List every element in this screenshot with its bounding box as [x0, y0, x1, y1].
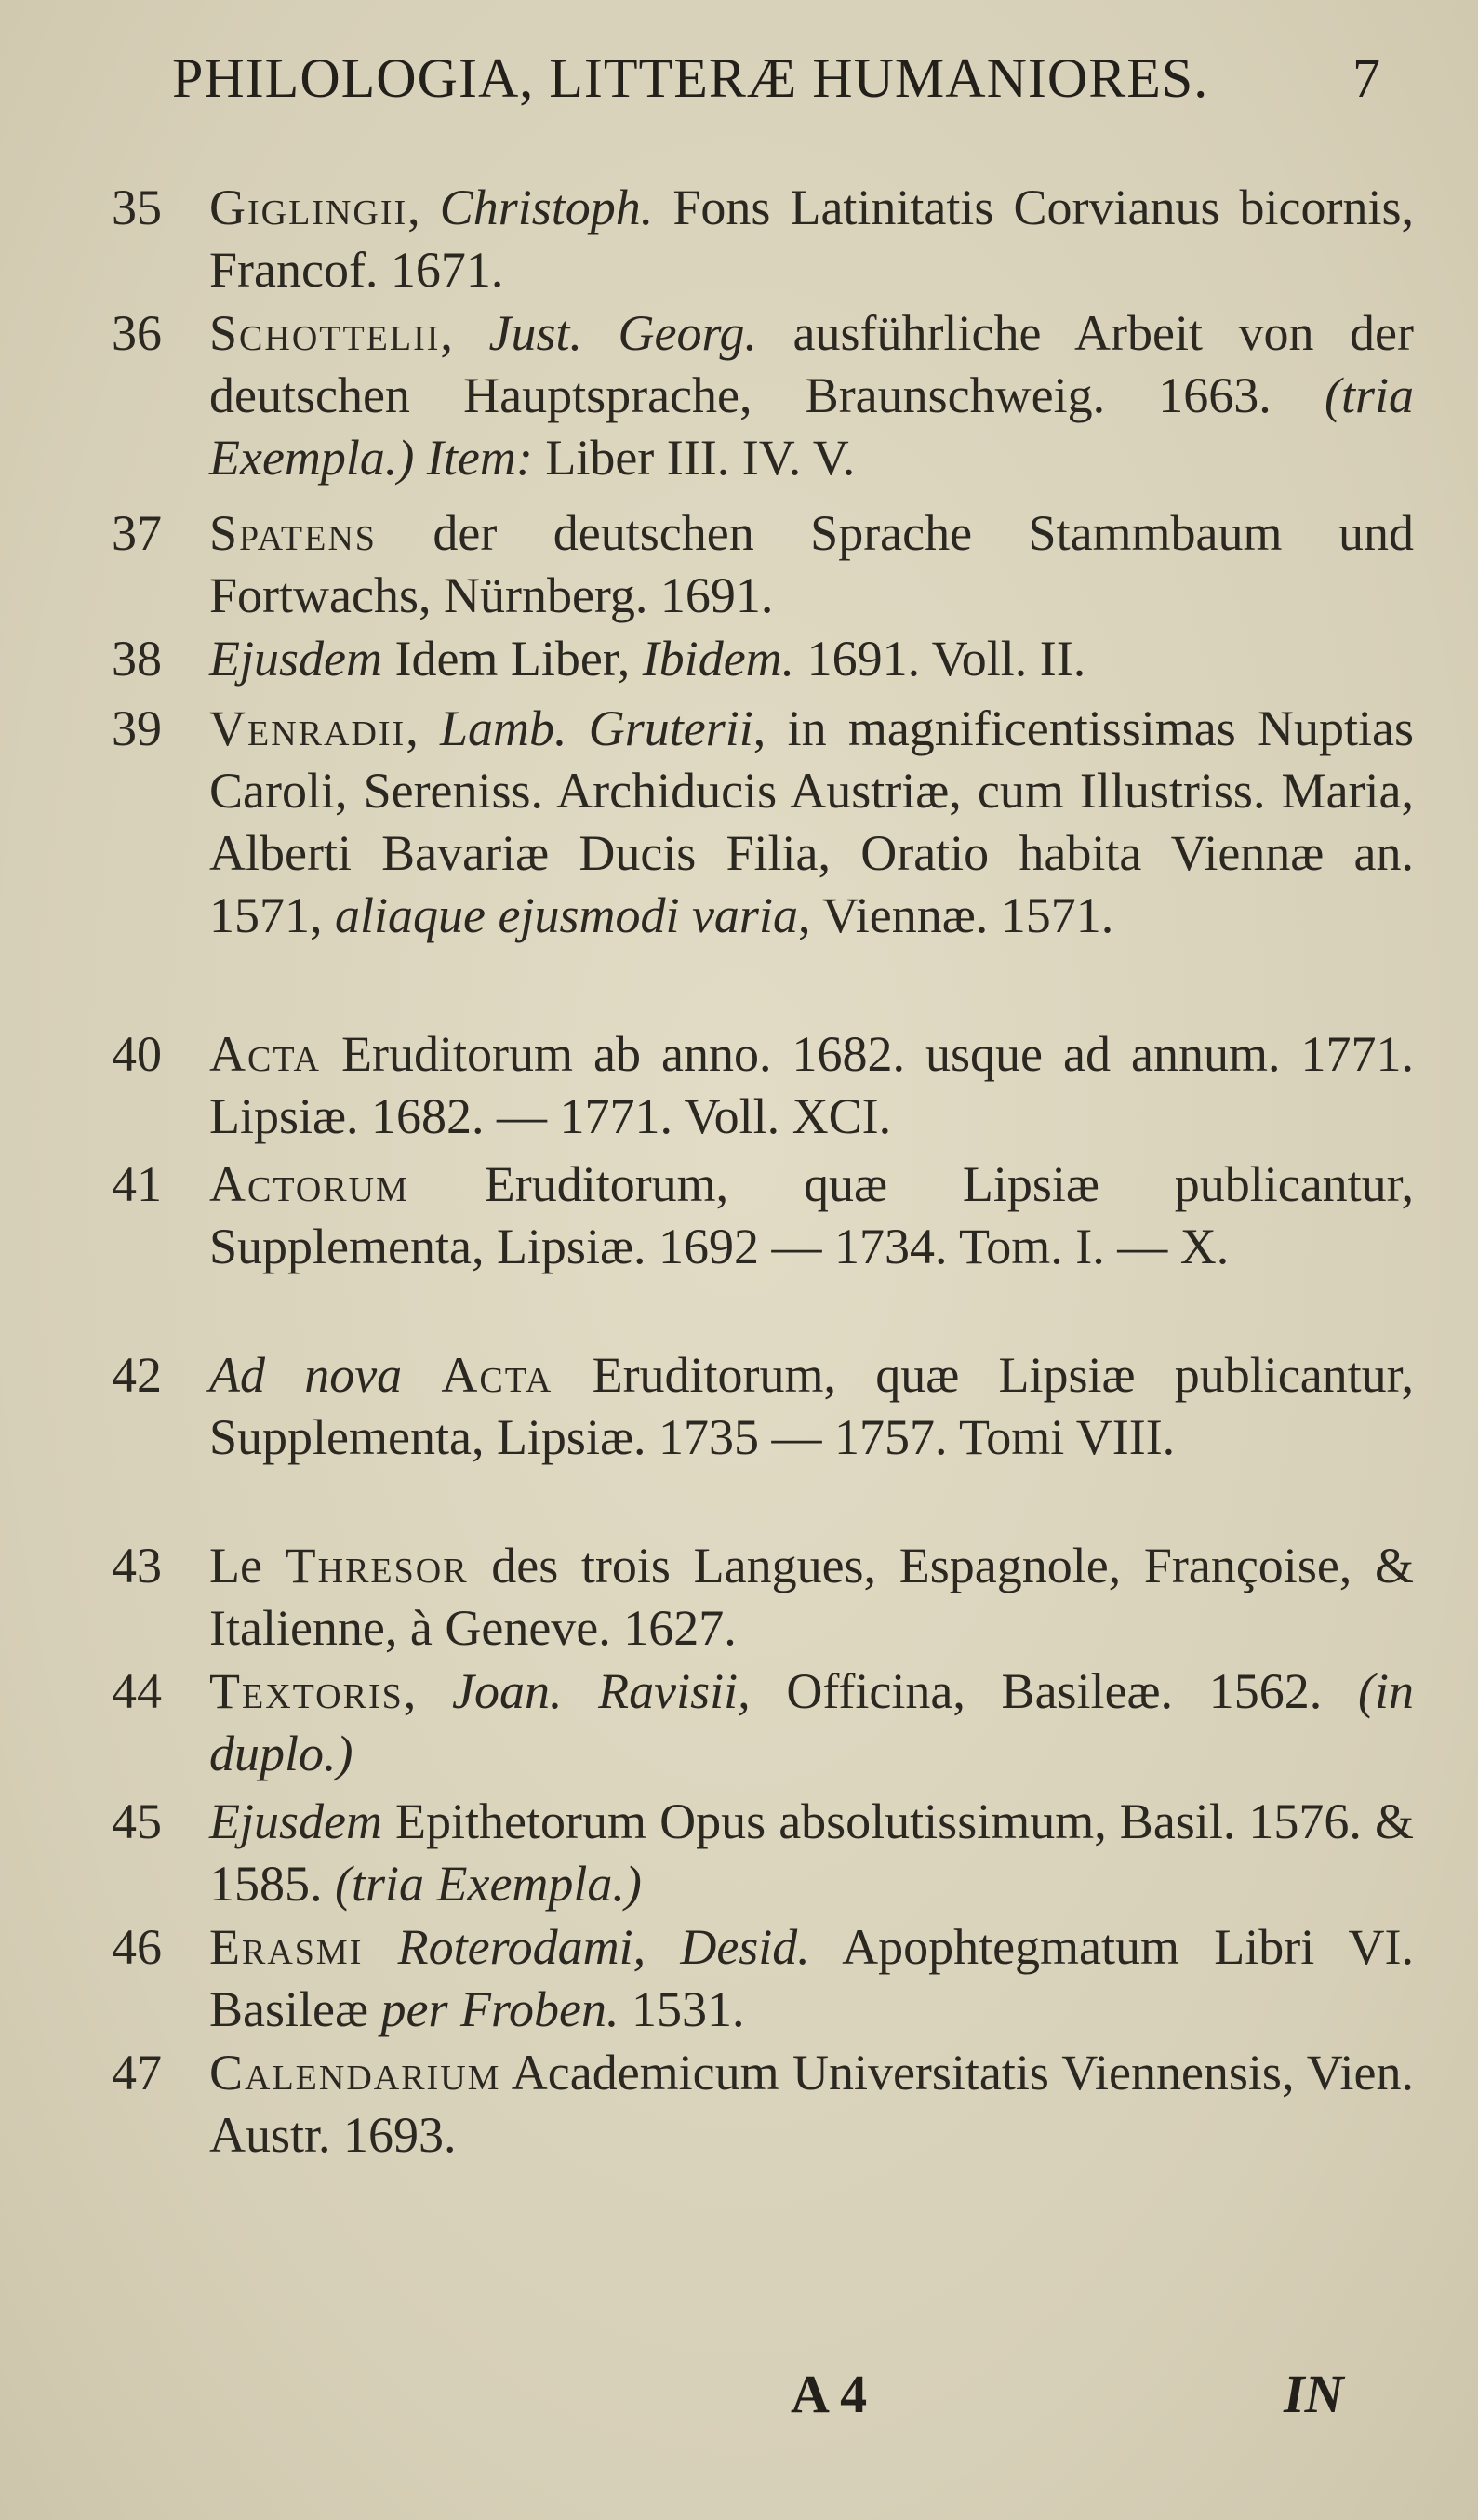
entry-note: Ibidem.: [642, 631, 795, 687]
entry-note: (tria Exempla.) Item:: [209, 367, 1414, 486]
entry-text: der deutschen Sprache Stammbaum und Fortwachs, Nürnberg. 1691.: [209, 505, 1414, 623]
catalog-entry: [112, 1916, 1414, 2041]
entry-note: per Froben.: [380, 1981, 619, 2037]
entry-text: 1531.: [619, 1981, 745, 2037]
catalog-entry: [112, 1791, 1414, 1915]
catalog-entry: [112, 502, 1414, 627]
entry-author: Christoph.: [439, 180, 654, 235]
entry-author: Roterodami, Desid.: [397, 1919, 810, 1975]
entry-text: Epithetorum Opus absolutissimum, Basil. 1576. & 1585.: [209, 1793, 1414, 1912]
entry-note: aliaque ejusmodi varia: [335, 887, 798, 943]
entry-number: 45: [112, 1793, 162, 1849]
entry-number: 41: [112, 1156, 162, 1212]
entry-number: 37: [112, 505, 162, 561]
header-title: PHILOLOGIA, LITTERÆ HUMANIORES.: [172, 47, 1209, 109]
entry-text: des trois Langues, Espagnole, Françoise, & Italienne, à Geneve. 1627.: [209, 1538, 1414, 1656]
entry-number: 39: [112, 700, 162, 756]
signature-mark: A 4: [791, 2364, 868, 2424]
entry-name: Thresor: [285, 1538, 469, 1593]
entry-name: Spatens: [209, 505, 377, 561]
entry-text: Eruditorum, quæ Lipsiæ publicantur, Supplementa, Lipsiæ. 1692 — 1734. Tom. I. — X.: [209, 1156, 1414, 1274]
entry-number: 36: [112, 305, 162, 361]
entry-number: 46: [112, 1919, 162, 1975]
entry-text: ,: [440, 305, 489, 361]
entry-text: , in magnificentissimas Nuptias Caroli, Sereniss. Archiducis Austriæ, cum Illustriss. Maria, Alberti Bavariæ Ducis Filia, Oratio habita Viennæ an. 1571,: [209, 700, 1415, 943]
entry-author: Ejusdem: [209, 631, 382, 687]
entry-text: Liber III. IV. V.: [532, 430, 856, 486]
catalog-entry: [112, 2042, 1414, 2167]
entry-text: Eruditorum ab anno. 1682. usque ad annum. 1771. Lipsiæ. 1682. — 1771. Voll. XCI.: [209, 1026, 1414, 1144]
entry-text: Idem Liber,: [381, 631, 643, 687]
entry-name: Acta: [441, 1347, 553, 1403]
entry-name: Venradii: [209, 700, 406, 756]
entry-number: 42: [112, 1347, 162, 1403]
page-number: 7: [1352, 47, 1381, 109]
entry-author: Ad nova: [209, 1347, 403, 1403]
catalog-entry: [112, 698, 1414, 947]
entry-number: 43: [112, 1538, 162, 1593]
entry-text: ,: [407, 180, 440, 235]
entry-text: ausführliche Arbeit von der deutschen Hauptsprache, Braunschweig. 1663.: [209, 305, 1415, 423]
entry-text: ,: [406, 700, 440, 756]
entry-number: 35: [112, 180, 162, 235]
entry-note: (tria Exempla.): [335, 1856, 642, 1912]
catalog-entry: [112, 177, 1414, 301]
entry-name: Schottelii: [209, 305, 441, 361]
catalog-entry: [112, 1153, 1414, 1278]
entry-author: Just. Georg.: [488, 305, 757, 361]
entry-text: Apophtegmatum Libri VI. Basileæ: [209, 1919, 1414, 2037]
entry-text: Eruditorum, quæ Lipsiæ publicantur, Supplementa, Lipsiæ. 1735 — 1757. Tomi VIII.: [209, 1347, 1414, 1465]
entry-note: (in duplo.): [209, 1663, 1415, 1781]
entry-author: Lamb. Gruterii: [439, 700, 753, 756]
catalog-entry: [112, 1535, 1414, 1660]
entry-name: Actorum: [209, 1156, 409, 1212]
entry-text: , Viennæ. 1571.: [797, 887, 1114, 943]
catchword: IN: [1284, 2364, 1344, 2424]
entry-text: Academicum Universitatis Viennensis, Vien. Austr. 1693.: [209, 2045, 1414, 2163]
entry-text: Fons Latinitatis Corvianus bicornis, Francof. 1671.: [209, 180, 1414, 298]
entry-number: 40: [112, 1026, 162, 1082]
entry-name: Textoris: [209, 1663, 404, 1719]
entry-number: 47: [112, 2045, 162, 2100]
running-header: [172, 47, 1381, 111]
entry-name: Calendarium: [209, 2045, 501, 2100]
catalog-entry: [112, 302, 1414, 489]
entry-name: Acta: [209, 1026, 321, 1082]
entry-text: 1691. Voll. II.: [794, 631, 1086, 687]
catalog-entry: [112, 1023, 1414, 1148]
catalog-entry: [112, 1344, 1414, 1469]
entry-article: Le: [209, 1538, 262, 1593]
entry-text: [363, 1919, 397, 1975]
entry-name: Giglingii: [209, 180, 408, 235]
entry-name: Erasmi: [209, 1919, 364, 1975]
entry-text: ,: [403, 1663, 452, 1719]
entry-author: Joan. Ravisii,: [451, 1663, 751, 1719]
catalog-entry: [112, 1660, 1414, 1785]
entry-text: Officina, Basileæ. 1562.: [750, 1663, 1359, 1719]
catalog-entry: [112, 628, 1414, 690]
entry-number: 44: [112, 1663, 162, 1719]
entry-author: Ejusdem: [209, 1793, 382, 1849]
entry-number: 38: [112, 631, 162, 687]
